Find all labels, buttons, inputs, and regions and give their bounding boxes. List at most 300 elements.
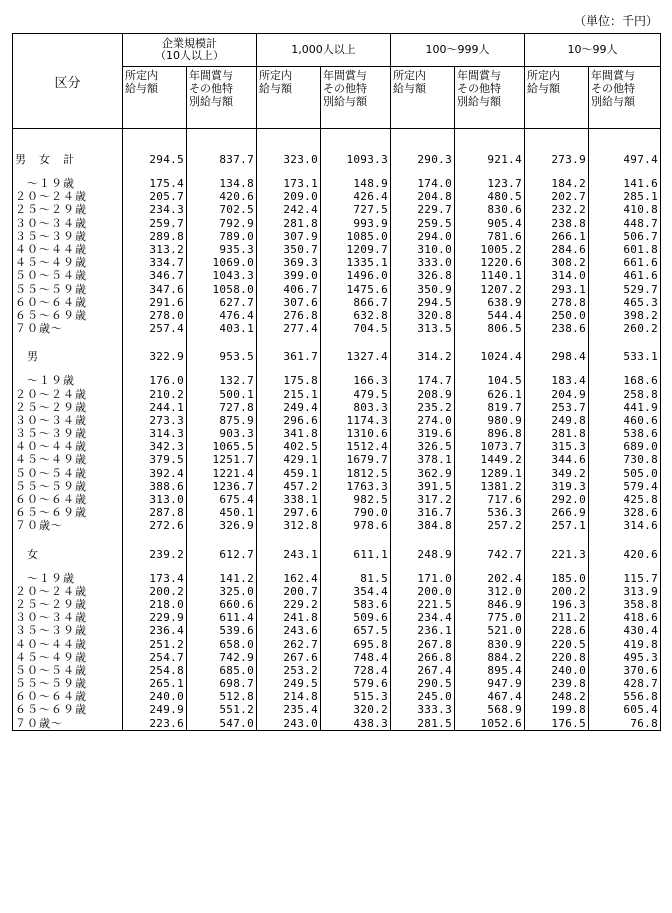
spacer-cell [455,533,525,544]
sub-header-line: その他特 [323,82,367,95]
value-cell: 267.4 [391,664,455,677]
row-label: ５０～５４歳 [13,467,123,480]
spacer-row [13,335,661,346]
value-cell: 579.4 [589,480,661,493]
value-cell: 196.3 [525,598,589,611]
value-cell: 326.9 [187,519,257,532]
unit-label: （単位：千円） [573,14,658,28]
value-cell: 214.8 [257,690,321,703]
value-cell: 369.3 [257,256,321,269]
spacer-cell [525,335,589,346]
table-row [13,598,661,611]
spacer-cell [123,166,187,177]
value-cell: 1679.7 [321,453,391,466]
value-cell: 903.3 [187,427,257,440]
value-cell: 742.7 [455,544,525,561]
value-cell: 512.8 [187,690,257,703]
value-cell: 1449.2 [455,453,525,466]
spacer-cell [13,561,123,572]
spacer-cell [525,533,589,544]
value-cell: 249.4 [257,401,321,414]
value-cell: 273.9 [525,149,589,166]
spacer-cell [455,166,525,177]
spacer-cell [391,561,455,572]
table-row [13,572,661,585]
value-cell: 277.4 [257,322,321,335]
table-body [13,129,661,731]
value-cell: 173.4 [123,572,187,585]
value-cell: 243.6 [257,624,321,637]
value-cell: 717.6 [455,493,525,506]
value-cell: 338.1 [257,493,321,506]
value-cell: 287.8 [123,506,187,519]
value-cell: 497.4 [589,149,661,166]
row-label: ６５～６９歳 [13,703,123,716]
spacer-cell [257,363,321,374]
value-cell: 235.4 [257,703,321,716]
spacer-cell [187,166,257,177]
value-cell: 289.8 [123,230,187,243]
table-row [13,322,661,335]
value-cell: 253.2 [257,664,321,677]
value-cell: 205.7 [123,190,187,203]
value-cell: 675.4 [187,493,257,506]
value-cell: 200.2 [123,585,187,598]
value-cell: 313.5 [391,322,455,335]
spacer-cell [391,363,455,374]
table-row [13,243,661,256]
table-row [13,480,661,493]
value-cell: 626.1 [455,387,525,400]
value-cell: 202.7 [525,190,589,203]
spacer-cell [589,533,661,544]
value-cell: 1221.4 [187,467,257,480]
value-cell: 438.3 [321,717,391,731]
spacer-cell [321,561,391,572]
value-cell: 313.2 [123,243,187,256]
value-cell: 698.7 [187,677,257,690]
table-row [13,651,661,664]
spacer-cell [123,335,187,346]
value-cell: 307.6 [257,296,321,309]
value-cell: 1496.0 [321,269,391,282]
value-cell: 274.0 [391,414,455,427]
value-cell: 249.8 [525,414,589,427]
value-cell: 748.4 [321,651,391,664]
value-cell: 402.5 [257,440,321,453]
sub-header-line: 給与額 [527,82,560,95]
value-cell: 185.0 [525,572,589,585]
value-cell: 730.8 [589,453,661,466]
value-cell: 211.2 [525,611,589,624]
value-cell: 229.9 [123,611,187,624]
value-cell: 830.9 [455,637,525,650]
row-label: ２０～２４歳 [13,585,123,598]
bonus-header [589,67,661,129]
value-cell: 611.4 [187,611,257,624]
row-label: ６０～６４歳 [13,493,123,506]
value-cell: 1174.3 [321,414,391,427]
value-cell: 1052.6 [455,717,525,731]
value-cell: 350.7 [257,243,321,256]
value-cell: 259.7 [123,217,187,230]
value-cell: 388.6 [123,480,187,493]
value-cell: 104.5 [455,374,525,387]
value-cell: 429.1 [257,453,321,466]
value-cell: 1024.4 [455,346,525,363]
table-row [13,230,661,243]
value-cell: 660.6 [187,598,257,611]
spacer-cell [187,363,257,374]
value-cell: 579.6 [321,677,391,690]
spacer-cell [455,363,525,374]
value-cell: 265.1 [123,677,187,690]
value-cell: 238.8 [525,217,589,230]
value-cell: 742.9 [187,651,257,664]
value-cell: 529.7 [589,283,661,296]
value-cell: 322.9 [123,346,187,363]
value-cell: 204.9 [525,387,589,400]
spacer-cell [455,561,525,572]
value-cell: 297.6 [257,506,321,519]
value-cell: 328.6 [589,506,661,519]
value-cell: 313.0 [123,493,187,506]
value-cell: 685.0 [187,664,257,677]
spacer-cell [525,166,589,177]
spacer-cell [525,561,589,572]
value-cell: 251.2 [123,637,187,650]
value-cell: 846.9 [455,598,525,611]
table-row [13,453,661,466]
value-cell: 183.4 [525,374,589,387]
value-cell: 248.9 [391,544,455,561]
table-row [13,177,661,190]
value-cell: 441.9 [589,401,661,414]
value-cell: 319.3 [525,480,589,493]
value-cell: 1093.3 [321,149,391,166]
value-cell: 349.2 [525,467,589,480]
value-cell: 1327.4 [321,346,391,363]
value-cell: 162.4 [257,572,321,585]
group-header-line: （10人以上） [155,49,224,62]
spacer-cell [321,335,391,346]
value-cell: 200.2 [525,585,589,598]
spacer-cell [187,533,257,544]
value-cell: 875.9 [187,414,257,427]
value-cell: 551.2 [187,703,257,716]
spacer-cell [257,561,321,572]
value-cell: 267.8 [391,637,455,650]
row-label: ５５～５９歳 [13,283,123,296]
table-row [13,493,661,506]
table-row [13,269,661,282]
value-cell: 430.4 [589,624,661,637]
value-cell: 1289.1 [455,467,525,480]
value-cell: 312.0 [455,585,525,598]
value-cell: 292.0 [525,493,589,506]
spacer-cell [257,533,321,544]
value-cell: 132.7 [187,374,257,387]
spacer-cell [455,335,525,346]
value-cell: 200.0 [391,585,455,598]
table-row [13,374,661,387]
value-cell: 208.9 [391,387,455,400]
value-cell: 294.5 [123,149,187,166]
value-cell: 220.5 [525,637,589,650]
value-cell: 1512.4 [321,440,391,453]
value-cell: 425.8 [589,493,661,506]
row-label: ７０歳～ [13,717,123,731]
value-cell: 276.8 [257,309,321,322]
value-cell: 521.0 [455,624,525,637]
value-cell: 315.3 [525,440,589,453]
row-label: ７０歳～ [13,519,123,532]
value-cell: 403.1 [187,322,257,335]
value-cell: 141.2 [187,572,257,585]
value-cell: 1043.3 [187,269,257,282]
sub-header-line: その他特 [591,82,635,95]
group-header-total [123,34,257,67]
value-cell: 221.3 [525,544,589,561]
table-row [13,387,661,400]
value-cell: 220.8 [525,651,589,664]
value-cell: 605.4 [589,703,661,716]
value-cell: 539.6 [187,624,257,637]
value-cell: 242.4 [257,203,321,216]
value-cell: 115.7 [589,572,661,585]
row-label: ２０～２４歳 [13,387,123,400]
row-label: ６５～６９歳 [13,506,123,519]
value-cell: 792.9 [187,217,257,230]
row-label: ５０～５４歳 [13,664,123,677]
table-row [13,401,661,414]
value-cell: 1069.0 [187,256,257,269]
value-cell: 272.6 [123,519,187,532]
sub-header-line: 給与額 [393,82,426,95]
value-cell: 81.5 [321,572,391,585]
row-label: 男 女 計 [13,149,123,166]
row-label: ３５～３９歳 [13,230,123,243]
value-cell: 837.7 [187,149,257,166]
sub-header-line: 所定内 [393,69,426,82]
value-cell: 334.7 [123,256,187,269]
value-cell: 333.3 [391,703,455,716]
value-cell: 310.0 [391,243,455,256]
value-cell: 168.6 [589,374,661,387]
sub-header-line: その他特 [457,82,501,95]
row-label: ４０～４４歳 [13,440,123,453]
value-cell: 495.3 [589,651,661,664]
value-cell: 236.4 [123,624,187,637]
value-cell: 935.3 [187,243,257,256]
table-row [13,585,661,598]
value-cell: 134.8 [187,177,257,190]
value-cell: 123.7 [455,177,525,190]
value-cell: 249.5 [257,677,321,690]
spacer-cell [187,561,257,572]
value-cell: 611.1 [321,544,391,561]
value-cell: 234.4 [391,611,455,624]
value-cell: 1812.5 [321,467,391,480]
sub-header-line: 所定内 [259,69,292,82]
bonus-header [321,67,391,129]
value-cell: 420.6 [187,190,257,203]
spacer-cell [257,166,321,177]
value-cell: 254.7 [123,651,187,664]
value-cell: 245.0 [391,690,455,703]
value-cell: 1085.0 [321,230,391,243]
value-cell: 358.8 [589,598,661,611]
value-cell: 257.2 [455,519,525,532]
table-row [13,677,661,690]
value-cell: 257.4 [123,322,187,335]
value-cell: 323.0 [257,149,321,166]
value-cell: 241.8 [257,611,321,624]
table-header [13,34,661,129]
spacer-cell [525,129,589,150]
category-header: 区分 [13,34,123,129]
value-cell: 175.4 [123,177,187,190]
sub-header-line: 給与額 [125,82,158,95]
table-row [13,256,661,269]
row-label: ～１９歳 [13,374,123,387]
value-cell: 262.7 [257,637,321,650]
sub-header-line: その他特 [189,82,233,95]
value-cell: 296.6 [257,414,321,427]
spacer-cell [391,335,455,346]
spacer-cell [455,129,525,150]
value-cell: 728.4 [321,664,391,677]
value-cell: 176.0 [123,374,187,387]
sub-header-line: 所定内 [125,69,158,82]
value-cell: 803.3 [321,401,391,414]
value-cell: 515.3 [321,690,391,703]
table-row [13,427,661,440]
value-cell: 293.1 [525,283,589,296]
value-cell: 467.4 [455,690,525,703]
value-cell: 76.8 [589,717,661,731]
value-cell: 239.2 [123,544,187,561]
value-cell: 266.9 [525,506,589,519]
value-cell: 1005.2 [455,243,525,256]
value-cell: 905.4 [455,217,525,230]
table-row [13,624,661,637]
value-cell: 420.6 [589,544,661,561]
row-label: ３０～３４歳 [13,414,123,427]
value-cell: 556.8 [589,690,661,703]
spacer-cell [321,166,391,177]
value-cell: 298.4 [525,346,589,363]
value-cell: 921.4 [455,149,525,166]
group-header-1000plus: 1,000人以上 [257,34,391,67]
value-cell: 1475.6 [321,283,391,296]
value-cell: 229.7 [391,203,455,216]
value-cell: 947.9 [455,677,525,690]
value-cell: 240.0 [123,690,187,703]
row-label: ６５～６９歳 [13,309,123,322]
value-cell: 320.8 [391,309,455,322]
value-cell: 661.6 [589,256,661,269]
table-row [13,717,661,731]
value-cell: 248.2 [525,690,589,703]
row-label: ２０～２４歳 [13,190,123,203]
value-cell: 480.5 [455,190,525,203]
value-cell: 294.0 [391,230,455,243]
value-cell: 218.0 [123,598,187,611]
value-cell: 184.2 [525,177,589,190]
value-cell: 204.8 [391,190,455,203]
value-cell: 221.5 [391,598,455,611]
spacer-cell [13,533,123,544]
sub-header-line: 別給与額 [323,95,367,108]
value-cell: 342.3 [123,440,187,453]
value-cell: 278.0 [123,309,187,322]
value-cell: 244.1 [123,401,187,414]
scheduled-wage-header [123,67,187,129]
value-cell: 1073.7 [455,440,525,453]
value-cell: 232.2 [525,203,589,216]
sub-header-line: 年間賞与 [591,69,635,82]
value-cell: 290.5 [391,677,455,690]
row-label: ２５～２９歳 [13,203,123,216]
group-header-100-999: 100～999人 [391,34,525,67]
spacer-cell [589,166,661,177]
spacer-row [13,363,661,374]
value-cell: 460.6 [589,414,661,427]
table-row [13,190,661,203]
value-cell: 895.4 [455,664,525,677]
value-cell: 406.7 [257,283,321,296]
row-label: ５５～５９歳 [13,677,123,690]
spacer-cell [123,533,187,544]
value-cell: 830.6 [455,203,525,216]
value-cell: 1763.3 [321,480,391,493]
value-cell: 627.7 [187,296,257,309]
table-row [13,296,661,309]
value-cell: 781.6 [455,230,525,243]
value-cell: 727.8 [187,401,257,414]
value-cell: 228.6 [525,624,589,637]
value-cell: 399.0 [257,269,321,282]
row-label: 男 [13,346,123,363]
group-header-line: 企業規模計 [162,37,217,50]
spacer-cell [123,561,187,572]
sub-header-line: 所定内 [527,69,560,82]
value-cell: 325.0 [187,585,257,598]
table-row [13,283,661,296]
group-header-10-99: 10～99人 [525,34,661,67]
spacer-cell [391,166,455,177]
row-label: ４５～４９歳 [13,256,123,269]
value-cell: 319.6 [391,427,455,440]
value-cell: 704.5 [321,322,391,335]
value-cell: 775.0 [455,611,525,624]
value-cell: 258.8 [589,387,661,400]
spacer-cell [123,363,187,374]
value-cell: 819.7 [455,401,525,414]
value-cell: 166.3 [321,374,391,387]
value-cell: 284.6 [525,243,589,256]
value-cell: 538.6 [589,427,661,440]
value-cell: 658.0 [187,637,257,650]
value-cell: 1140.1 [455,269,525,282]
value-cell: 326.8 [391,269,455,282]
value-cell: 215.1 [257,387,321,400]
value-cell: 378.1 [391,453,455,466]
value-cell: 173.1 [257,177,321,190]
row-label: ４５～４９歳 [13,453,123,466]
sub-header-line: 別給与額 [457,95,501,108]
